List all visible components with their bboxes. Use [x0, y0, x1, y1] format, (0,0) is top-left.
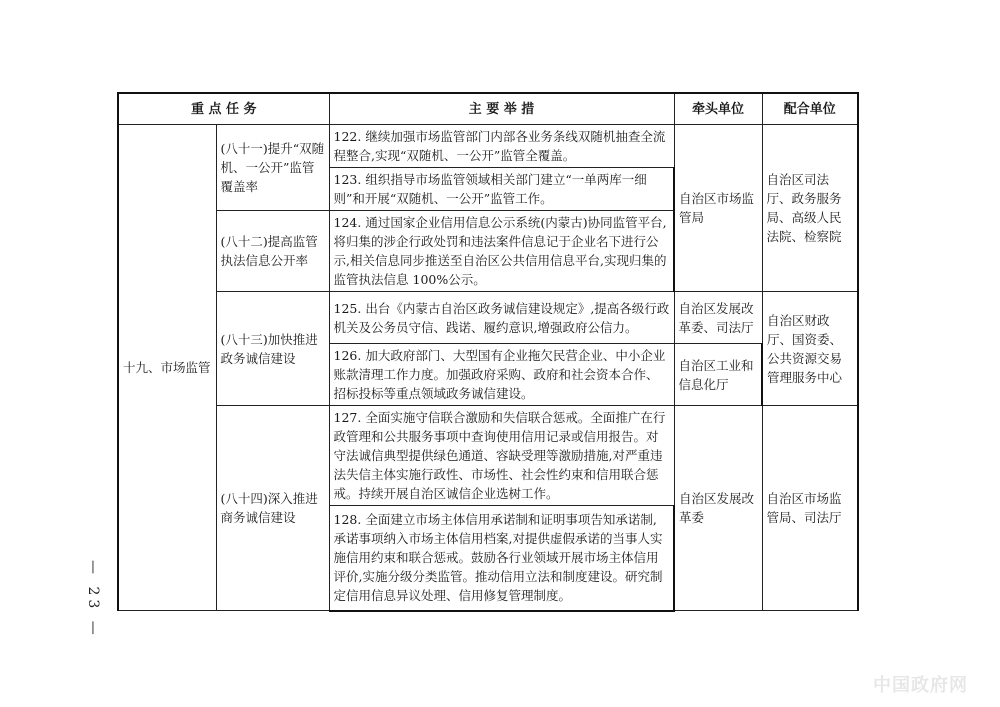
table-row [118, 406, 858, 506]
lead-unit-industry: 自治区工业和信息化厅 [674, 344, 762, 406]
header-main-measure: 主 要 举 措 [329, 93, 674, 125]
measure-126: 126. 加大政府部门、大型国有企业拖欠民营企业、中小企业账款清理工作力度。加强政府采购、政府和社会资本合作、招标投标等重点领域政务诚信建设。 [329, 344, 674, 406]
measure-128: 128. 全面建立市场主体信用承诺制和证明事项告知承诺制,承诺事项纳入市场主体信用档案,对提供虚假承诺的当事人实施信用约束和联合惩戒。鼓励各行业领域开展市场主体信用评价,实施分级分类监管。推动信用立法和制度建设。研究制定信用信息异议处理、信用修复管理制度。 [329, 506, 674, 611]
group-label: 十九、市场监管 [118, 125, 216, 611]
lead-unit-market: 自治区市场监管局 [674, 125, 762, 292]
page-number: — 23 — [85, 560, 101, 639]
lead-unit-reform-2: 自治区发展改革委 [674, 406, 762, 611]
table-row [118, 292, 858, 344]
table-row [118, 125, 858, 168]
coop-unit-2: 自治区财政厅、国资委、公共资源交易管理服务中心 [762, 292, 858, 406]
measure-124: 124. 通过国家企业信用信息公示系统(内蒙古)协同监管平台,将归集的涉企行政处罚和违法案件信息记于企业名下进行公示,相关信息同步推送至自治区公共信用信息平台,实现归集的监管执法信息 100%公示。 [329, 211, 674, 292]
table-header-row [118, 93, 858, 125]
coop-unit-1: 自治区司法厅、政务服务局、高级人民法院、检察院 [762, 125, 858, 292]
lead-unit-reform: 自治区发展改革委、司法厅 [674, 292, 762, 344]
measure-122: 122. 继续加强市场监管部门内部各业务条线双随机抽查全流程整合,实现“双随机、一公开”监管全覆盖。 [329, 125, 674, 168]
header-lead-unit: 牵头单位 [674, 93, 762, 125]
header-coop-unit: 配合单位 [762, 93, 858, 125]
task-table [117, 92, 859, 612]
task-84: (八十四)深入推进商务诚信建设 [216, 406, 329, 611]
watermark: 中国政府网 [873, 675, 968, 696]
task-81: (八十一)提升“双随机、一公开”监管覆盖率 [216, 125, 329, 211]
measure-127: 127. 全面实施守信联合激励和失信联合惩戒。全面推广在行政管理和公共服务事项中查询使用信用记录或信用报告。对守法诚信典型提供绿色通道、容缺受理等激励措施,对严重违法失信主体实施行政性、市场性、社会性约束和信用联合惩戒。持续开展自治区诚信企业选树工作。 [329, 406, 674, 506]
task-82: (八十二)提高监管执法信息公开率 [216, 211, 329, 292]
task-83: (八十三)加快推进政务诚信建设 [216, 292, 329, 406]
measure-123: 123. 组织指导市场监管领域相关部门建立“一单两库一细则”和开展“双随机、一公开”监管工作。 [329, 168, 674, 211]
coop-unit-3: 自治区市场监管局、司法厅 [762, 406, 858, 611]
measure-125: 125. 出台《内蒙古自治区政务诚信建设规定》,提高各级行政机关及公务员守信、践诺、履约意识,增强政府公信力。 [329, 292, 674, 344]
header-key-task: 重 点 任 务 [118, 93, 329, 125]
